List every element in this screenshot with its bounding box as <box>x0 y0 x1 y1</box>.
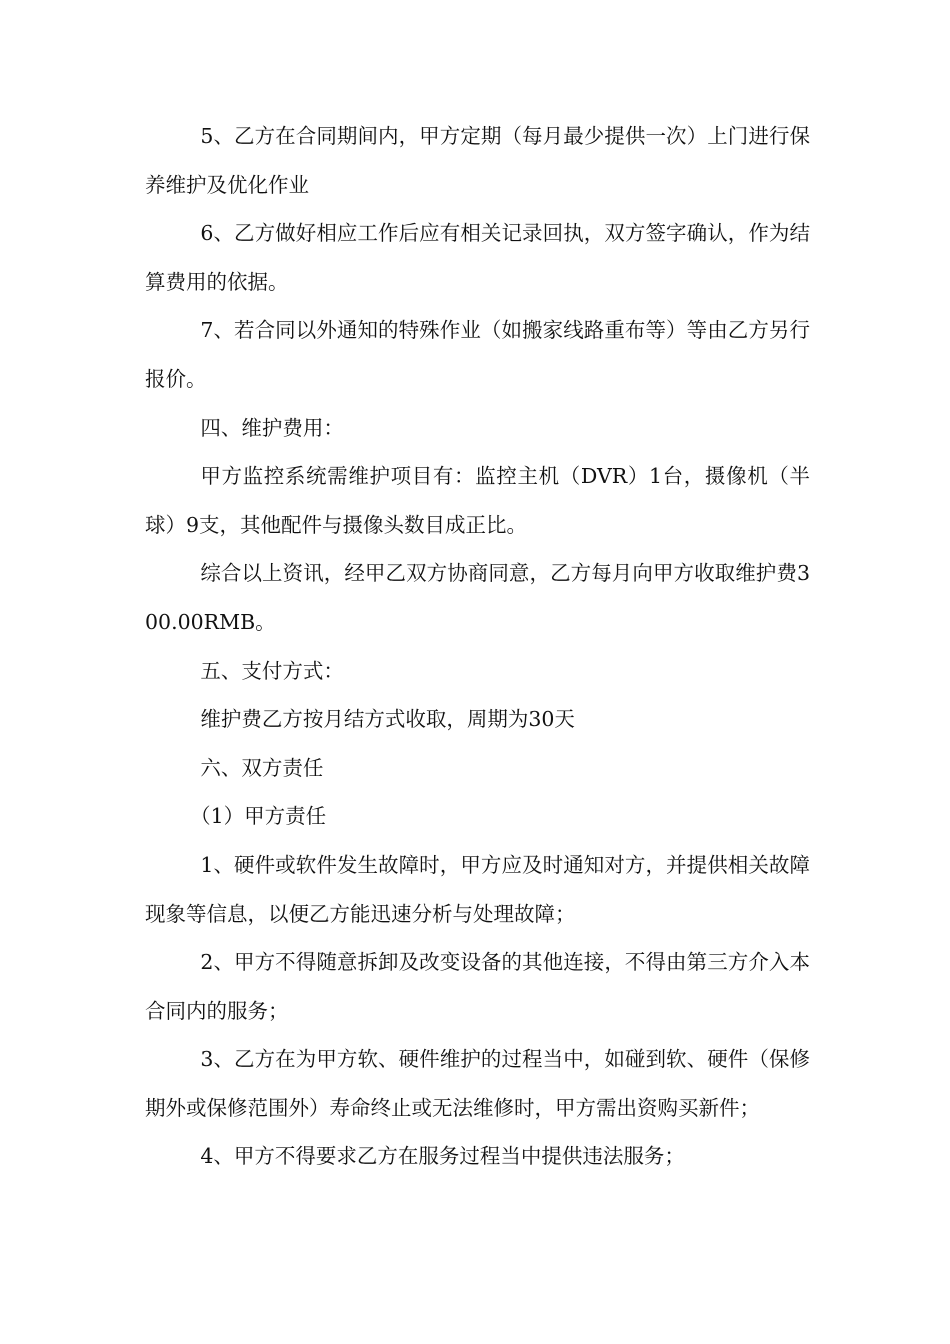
subheading-party-a-responsibility: （1）甲方责任 <box>190 804 327 829</box>
paragraph-clause-6: 6、乙方做好相应工作后应有相关记录回执，双方签字确认，作为结算费用的依据。 <box>145 221 810 294</box>
section-heading-payment-method: 五、支付方式： <box>200 658 344 683</box>
paragraph-responsibility-4: 4、甲方不得要求乙方在服务过程当中提供违法服务； <box>200 1144 685 1169</box>
section-heading-responsibilities: 六、双方责任 <box>200 755 324 780</box>
paragraph-fee-amount: 综合以上资讯，经甲乙双方协商同意，乙方每月向甲方收取维护费300.00RMB。 <box>145 561 810 634</box>
document-page <box>145 112 810 1181</box>
paragraph-maintenance-items: 甲方监控系统需维护项目有：监控主机（DVR）1台，摄像机（半球）9支，其他配件与摄像头数目成正比。 <box>145 464 810 537</box>
paragraph-responsibility-3: 3、乙方在为甲方软、硬件维护的过程当中，如碰到软、硬件（保修期外或保修范围外）寿命终止或无法维修时，甲方需出资购买新件； <box>145 1047 810 1120</box>
section-heading-maintenance-fee: 四、维护费用： <box>200 415 344 440</box>
paragraph-clause-5: 5、乙方在合同期间内，甲方定期（每月最少提供一次）上门进行保养维护及优化作业 <box>145 124 810 197</box>
paragraph-responsibility-2: 2、甲方不得随意拆卸及改变设备的其他连接，不得由第三方介入本合同内的服务； <box>145 950 810 1023</box>
paragraph-payment-period: 维护费乙方按月结方式收取，周期为30天 <box>200 707 575 732</box>
paragraph-responsibility-1: 1、硬件或软件发生故障时，甲方应及时通知对方，并提供相关故障现象等信息，以便乙方能迅速分析与处理故障； <box>145 852 810 926</box>
paragraph-clause-7: 7、若合同以外通知的特殊作业（如搬家线路重布等）等由乙方另行报价。 <box>145 318 810 391</box>
